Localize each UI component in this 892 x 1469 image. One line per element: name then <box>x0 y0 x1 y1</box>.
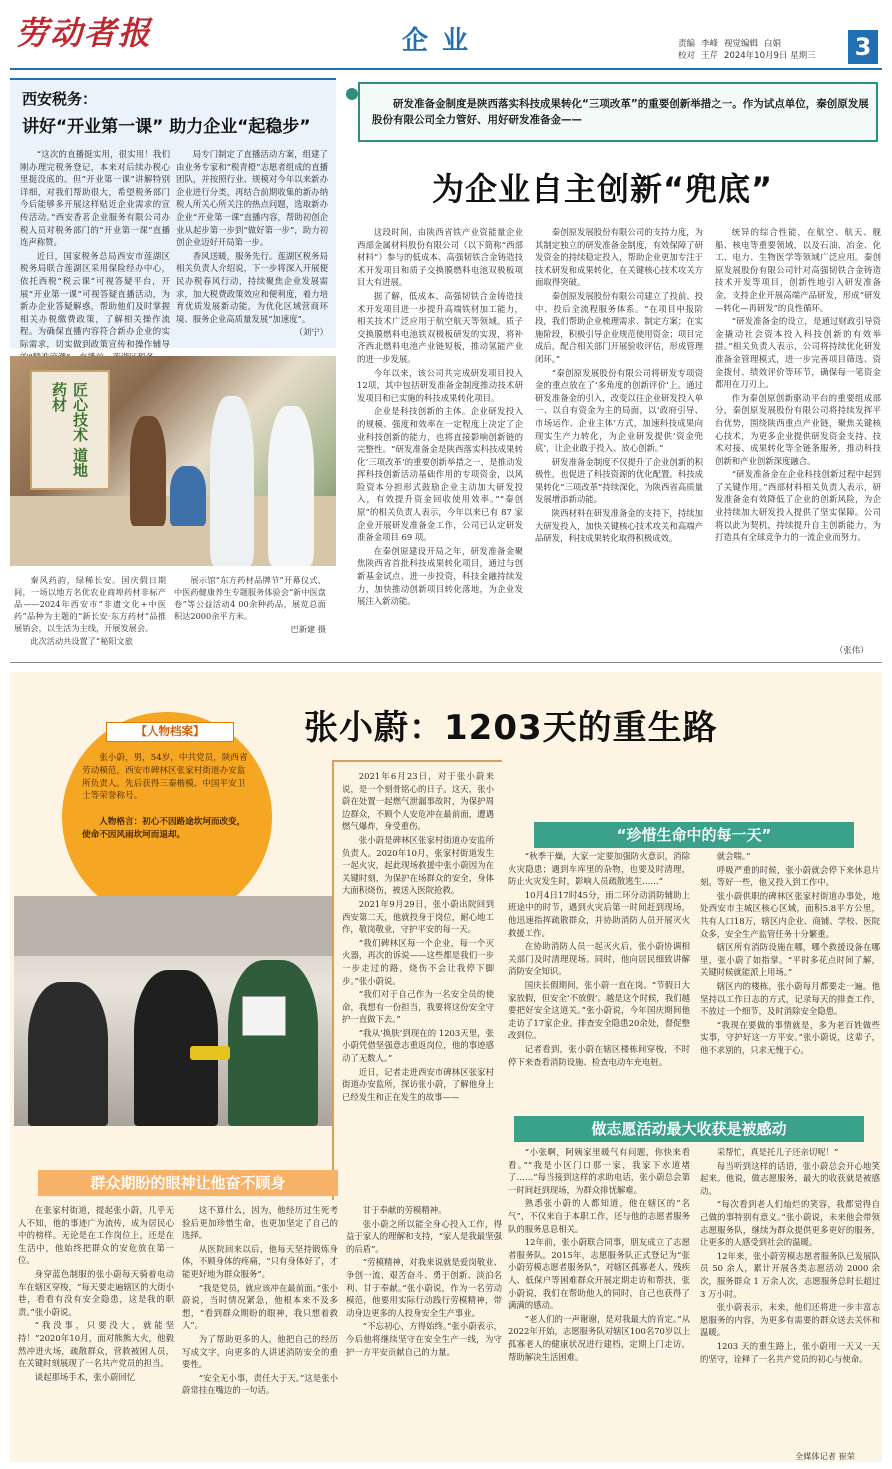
paragraph: 作为秦创原创新驱动平台的重要组成部分，秦创原发展股份有限公司将持续发挥平台优势，围绕陕西重点产业链，聚焦关键核心技术，为更多企业提供研发资金支持、技术对接、成果转化等全链条服务，推动科技创新和产业创新深度融合。 <box>715 392 881 466</box>
editor-label: 责编 <box>678 39 696 49</box>
paragraph: “劳模精神，对我来说就是爱岗敬业、争创一流、艰苦奋斗、勇于创新、淡泊名利、甘于奉献。”张小蔚说，作为一名劳动模范，他要用实际行动践行劳模精神，带动身边更多的人投身安全生产事业。 <box>346 1257 502 1318</box>
section3-column-2 <box>182 1204 338 1398</box>
paragraph: “小张啊，阿姨家里暖气有问题，你快来看看。”“我是小区门口那一家，我家下水道堵了……”每当接到这样的求助电话，张小蔚总会第一时间赶到现场，为群众排忧解难。 <box>508 1147 690 1195</box>
fund-article-column-1 <box>357 226 523 609</box>
profile-motto: 人物格言：初心不因路途坎坷而改变，使命不因风雨坎坷而退却。 <box>82 817 246 840</box>
paragraph: 国庆长假期间，张小蔚一直在岗。“节假日大家放假，但安全‘不放假’。越是这个时候，我们越要把好安全这道关。”张小蔚说，今年国庆期间他走访了17家企业，排查安全隐患20余处，督促整改到位。 <box>508 979 690 1041</box>
paragraph: “研发准备金在企业科技创新过程中起到了关键作用。”西部材料相关负责人表示，研发准备金有效降低了企业的创新风险，为企业持续加大研发投入提供了坚实保障。公司将以此为契机，持续提升自主创新能力，为打造具有全球竞争力的一流企业而努力。 <box>715 469 881 543</box>
profile-tag: 【人物档案】 <box>106 722 234 742</box>
section1-column-2 <box>700 850 880 1058</box>
section-name: 企业 <box>402 26 483 56</box>
profile-text: 张小蔚，男，54岁，中共党员，陕西省劳动模范，西安市碑林区张家村街道办安监所负责人。先后获得三秦楷模、中国平安卫士等荣誉称号。 <box>82 753 248 802</box>
fund-article-column-2 <box>535 226 703 546</box>
caption-text: 秦风药韵，绿稀长安。国庆假日期间，一场以地方名优农业商埠药材非标产品——2024年西安市“非遗文化+中医药”品种为主题的“新长安·东方药材”品推展销会，以生活为主线，开展发展会。 <box>14 575 166 633</box>
paragraph: “老人们的一声谢谢，是对我最大的肯定。”从2022年开始，志愿服务队对辖区100名70岁以上孤寡老人的健康状况进行建档，定期上门走访，帮助解决生活困难。 <box>508 1313 690 1362</box>
paragraph: 为了帮助更多的人，他把自己的经历写成文字，向更多的人讲述消防安全的重要性。 <box>182 1333 338 1370</box>
paragraph: 辖区内的楼栋，张小蔚每月都要走一遍。他坚持以工作日志的方式，记录每天的排查工作，不放过一个细节，及时消除安全隐患。 <box>700 980 880 1017</box>
paragraph: 陕西材料在研发准备金的支持下，持续加大研发投入，加快关键核心技术攻关和高端产品研发，科技成果转化取得积极成效。 <box>535 508 703 544</box>
caption-text: 此次活动共设置了“秘阳文旅 <box>30 636 133 646</box>
paragraph: 据了解，低成本、高强韧铁合金铸造技术开发项目进一步提升高端铁材加工能力，相关技术广泛应用于航空航天等领域。质子交换膜燃料电池铁双极板研发的实现，将补齐西北燃料电池产业链短板，推动氢能产业的进一步发展。 <box>357 290 523 364</box>
paragraph: 近日，记者走进西安市碑林区张家村街道办安监所，探访张小蔚，了解他身上已经发生和正在发生的故事—— <box>342 1066 494 1102</box>
page-number: 3 <box>848 30 878 64</box>
proof-label: 校对 <box>678 51 696 61</box>
paragraph: 采帮忙，真是托儿子还亲切呢！” <box>716 1147 839 1157</box>
visual-name: 白娟 <box>764 39 782 49</box>
fund-article-byline: （张伟） <box>835 645 869 655</box>
inspector-figure <box>28 982 108 1126</box>
paragraph: “我没事，只要没大，就能坚持！”2020年10月，面对熊熊大火，他毅然冲进火场，疏散群众，营救被困人员，在关键时刻展现了一名共产党员的担当。 <box>18 1320 174 1369</box>
paragraph: 近日，国家税务总局西安市莲湖区税务局联合莲湖区采用保险经办中心，依托西税“税云课”可视答疑平台，开展“开业第一课”可视答疑直播活动，为新办企业答疑解惑，帮助他们及时掌握相关办税缴费政策，了解相关操作流程。为确保直播内容符合新办企业的实际需求，切实做到政策宣传和操作辅导 <box>20 250 170 349</box>
banner-text: 匠心技术 道地药材 <box>50 382 89 478</box>
tax-article-headline: 讲好“开业第一课” 助力企业“起稳步” <box>22 117 311 137</box>
section3-column-3 <box>346 1204 502 1359</box>
paragraph: “研发准备金的设立，是通过财政引导资金撬动社会资本投入科技创新的有效举措。”相关负责人表示，公司将持续优化研发准备金管理模式，进一步完善项目筛选、资金拨付、绩效评价等环节，确保每一笔资金都用在刀刃上。 <box>715 316 881 390</box>
performer-figure <box>210 396 254 566</box>
gas-meter <box>242 996 286 1036</box>
paragraph: 1203 天的重生路上，张小蔚用一天又一天的坚守，诠释了一名共产党员的初心与使命。 <box>700 1340 880 1364</box>
paragraph: “不忘初心，方得始终。”张小蔚表示，今后他将继续坚守在安全生产一线，为守护一方平安贡献自己的力量。 <box>346 1321 502 1357</box>
paragraph: “这次的直播挺实用，很实用！我们刚办理完税务登记，本来对后续办税心里挺没底的。但“开业第一课”讲解特别详细，对我们帮助很大，希望税务部门今后能够多开展这样贴近企业需求的宣传活动。”西安香茗企业服务有限公司办税人员对税务部门的“开业第一课”直播连声称赞。 <box>20 149 170 248</box>
paragraph: “我是党员，就应该冲在最前面。”张小蔚说，当时情况紧急，他根本来不及多想，“看到群众期盼的眼神，我只想着救人”。 <box>182 1282 338 1331</box>
paragraph: 局专门制定了直播活动方案，组建了由业务专家和“税青橙”志愿者组成的直播团队，并按照行业、规模对今年以来新办企业进行分类，再结合前期收集的新办纳税人所关心所关注的热点问题，选取新办企业“开业第一课”直播内容，帮助初创企业从起步第一步到“做好第一步”，助力初创企业迈好开局第一步。 <box>176 149 328 248</box>
fund-article-headline: 为企业自主创新“兜底” <box>432 170 774 208</box>
masthead-rule <box>10 68 882 70</box>
section1-column-1 <box>508 850 690 1069</box>
tax-article-kicker: 西安税务： <box>22 90 98 108</box>
tax-article-column-1 <box>20 148 170 364</box>
paragraph: 就会喘。” <box>716 851 751 861</box>
paragraph: 甘于奉献的劳模精神。 <box>362 1205 447 1215</box>
edition-meta <box>678 38 822 62</box>
paragraph: 秦创原发展股份有限公司的支持力度，为其制定独立的研发准备金制度，有效保障了研发资金的持续稳定投入，帮助企业更加专注于技术研发和成果转化，在关键核心技术攻关方面取得突破。 <box>535 227 703 288</box>
wall-background <box>14 896 334 956</box>
paragraph: 在秦创原建设开局之年，研发准备金聚焦陕西省首批科技成果转化项目，通过与创新基金试点、进一步投资，科技金融持续发力，加快推动创新项目转化落地，为企业发展注入新动能。 <box>357 545 523 607</box>
paragraph: “秋季干燥，大家一定要加强防火意识，消除火灾隐患；遇到车库里的杂物，也要及时清理，防止火灾发生时，影响人员疏散逃生……” <box>508 851 690 887</box>
paragraph: 在张家村街道，提起张小蔚，几乎无人不知，他的事迹广为流传，成为居民心中的榜样。无论是在工作岗位上，还是在生活中，他始终把群众的安危放在第一位。 <box>18 1205 174 1266</box>
paragraph: “我们碑林区每一个企业，每一个灭火器，再次的诉说——这些都是我们一步一步走过的路，烧伤不会让我停下脚步。”张小蔚说。 <box>342 937 494 986</box>
feature-intro-column <box>342 770 494 1104</box>
lead-decoration <box>346 88 358 100</box>
editor-name: 李峰 <box>701 39 719 49</box>
visitor-figure <box>170 466 206 526</box>
paragraph: “我现在要做的事情就是，多为老百姓做些实事，守护好这一方平安。”张小蔚说，这辈子，他不求别的，只求无愧于心。 <box>700 1019 880 1055</box>
visual-label: 视觉编辑 <box>724 39 759 49</box>
paragraph: 秦创原发展股份有限公司建立了投前、投中、投后全流程服务体系。“在项目申报阶段，我们帮助企业梳理需求、制定方案；在实施阶段，积极引导企业规范使用资金；项目完成后，配合相关部门开展验收评估，形成管理闭环。” <box>535 290 703 364</box>
proof-name: 王芹 <box>701 51 719 61</box>
paragraph: 香风送暖，服务先行。莲湖区税务局相关负责人介绍说，下一步将深入开展便民办税春风行动，持续聚焦企业发展需求，加大税费政策效应和便利度，着力培育优质发展新动能，为优化区域营商环境、服务企业高质量发展“加速度”。 <box>176 250 328 324</box>
paragraph: 2021年6月23日，对于张小蔚来说，是一个刻骨铭心的日子。这天，张小蔚在处置一起燃气泄漏事故时，为保护周边群众，不顾个人安危冲在最前面，遭遇燃气爆炸，身受重伤。 <box>342 771 494 832</box>
photo-credit: 巴新建 摄 <box>290 624 326 634</box>
subhead-band-3: 群众期盼的眼神让他奋不顾身 <box>38 1170 338 1196</box>
paragraph: 张小蔚表示，未来，他们还将进一步丰富志愿服务的内容，为更多有需要的群众送去关怀和温暖。 <box>700 1302 880 1338</box>
paragraph: 企业是科技创新的主体。企业研发投入的规模、强度和效率在一定程度上决定了企业科技创新的能力，也将直接影响创新链的完整性。“研发准备金是陕西落实科技成果转化‘三项改革’的重要创新举措之一，是推动发挥科技创新活动基础作用的专项资金，以风险资本分担形式鼓励企业主动加大研发投入，有效提升资金回收使用效率。”“秦创原”的相关负责人表示，今年以来已有 87 家企业开展研发准备金工作，公司已认定研发准备金项目 69 项。 <box>357 406 523 543</box>
paragraph: “我从‘换肤’到现在的 1203天里，张小蔚凭借坚强意志重返岗位，他的事迹感动了无数人。” <box>342 1027 494 1064</box>
paragraph: 12年来，张小蔚劳模志愿者服务队已发展队员 50 余人，累计开展各类志愿活动 2000 余次，服务群众 1 万余人次，志愿服务总时长超过 3 万小时。 <box>700 1250 880 1299</box>
fund-article-column-3 <box>715 226 881 545</box>
section2-column-1 <box>508 1146 690 1364</box>
byline: （刘宁） <box>294 327 328 338</box>
paragraph: 身穿蓝色制服的张小蔚每天骑着电动车在辖区穿梭，“每天要走遍辖区的大街小巷，看看有没有安全隐患，这是我的职责。”张小蔚说。 <box>18 1268 174 1317</box>
paragraph: 统异的综合性能，在航空、航天、舰船、核电等重要领域，以及石油、冶金、化工、电力、生物医学等领域广泛应用。秦创原发展股份有限公司针对高强韧铁合金铸造技术开发等项目，创新性地引入研发准备金，支持企业开展高端产品研发，形成“研发—转化—再研发”的良性循环。 <box>715 227 881 313</box>
paragraph: “每次看到老人们灿烂的笑容，我都觉得自己做的事特别有意义。”张小蔚说，未来他会带领志愿服务队，继续为群众提供更多更好的服务，让更多的人感受到社会的温暖。 <box>700 1199 880 1248</box>
feature-headline: 张小蔚：1203天的重生路 <box>304 708 718 748</box>
tax-article-column-2 <box>176 148 328 340</box>
paragraph: 在协助消防人员一起灭火后，张小蔚协调相关部门及时清理现场。同时，他向居民细致讲解消防安全知识。 <box>508 941 690 977</box>
paragraph: 这不算什么，因为，他经历过生死考验后更加珍惜生命，也更加坚定了自己的选择。 <box>182 1205 338 1241</box>
section3-column-1 <box>18 1204 174 1384</box>
visitor-figure <box>130 416 166 526</box>
paragraph: “我们对于自己作为一名安全员的使命，我想有一份担当，我要将这份安全守护一直做下去。” <box>342 989 494 1025</box>
paragraph: 12年前，张小蔚联合同事，朋友成立了志愿者服务队。2015年，志愿服务队正式登记为“张小蔚劳模志愿者服务队”，对辖区孤寡老人、残疾人、低保户等困难群众开展定期走访和帮扶，张小蔚说，我们在帮助他人的同时，自己也获得了满满的感动。 <box>508 1237 690 1311</box>
paragraph: 今年以来，该公司共完成研发项目投入12项，其中包括研发准备金制度推动技术研发项目和已实施的科技成果转化项目。 <box>357 367 523 403</box>
paragraph: 这段时间，由陕西省铁产业资能量企业西部金属材料股份有限公司（以下简称“西部材料”）参与的低成本、高强韧铁合金铸造技术开发项目和质子交换膜燃料电池双极板项目大有进展。 <box>357 227 523 288</box>
performer-figure <box>268 406 314 566</box>
paragraph: 从医院回来以后，他每天坚持锻炼身体，不顾身体的疼痛，“只有身体好了，才能更好地为群众服务”。 <box>182 1243 338 1279</box>
caption-text: 展示馆“东方药材品牌节”开幕仪式、中医药健康养生专题服务体验会“新中医盘卷”等公益活动4 00余种药品，展览总面积达2000余平方米。 <box>174 575 326 621</box>
subhead-band-1: “珍惜生命中的每一天” <box>534 822 854 848</box>
section-divider <box>10 662 882 663</box>
issue-date: 2024年10月9日 星期三 <box>724 51 816 61</box>
paragraph: “安全无小事，责任大于天。”这是张小蔚常挂在嘴边的一句话。 <box>182 1372 338 1396</box>
photo-caption <box>14 574 334 648</box>
paragraph: 每当听到这样的话语，张小蔚总会开心地笑起来。他说，做志愿服务，最大的收获就是被感动。 <box>700 1160 880 1196</box>
inspection-photo <box>14 896 334 1126</box>
zhang-xiaowei-figure <box>228 960 318 1126</box>
exhibition-banner <box>30 370 110 490</box>
paragraph: 记者看到，张小蔚在辖区楼栋间穿梭，不时停下来查看消防设施、检查电动车充电桩。 <box>508 1043 690 1067</box>
paragraph: 张小蔚供职的碑林区张家村街道办事处，地处西安市主城区核心区域，面积5.8平方公里，共有人口18万，辖区内企业、商铺、学校、医院众多，安全生产监管任务十分繁重。 <box>700 890 880 939</box>
feature-byline: 全媒体记者 崔荣 <box>795 1451 855 1461</box>
paragraph: 张小蔚之所以能全身心投入工作，得益于家人的理解和支持，“家人是我最坚强的后盾”。 <box>346 1218 502 1254</box>
paragraph: 10月4日17时45分，雨二环分动消防辅助上班途中的时节，遇到火灾后第一时间赶到现场，他迅速指挥疏散群众，并协助消防人员开展灭火救援工作。 <box>508 889 690 938</box>
paragraph: 研发准备金制度不仅提升了企业创新的积极性，也促进了科技资源的优化配置。科技成果转化“三项改革”持续深化，为陕西省高质量发展增添新动能。 <box>535 456 703 505</box>
herbal-expo-photo <box>10 356 336 566</box>
paragraph: 辖区所有消防设施在哪，哪个救援设备在哪里，张小蔚了如指掌。“平时多花点时间了解，关键时候就能派上用场。” <box>700 942 880 978</box>
gas-detector <box>190 1046 230 1060</box>
paragraph: 张小蔚是碑林区张家村街道办安监所负责人。2020年10月，张家村街道发生一起火灾，起此现场救援中张小蔚因为在关键时刻，为保护在场群众的安全，身体大面积烧伤，被送入医院抢救。 <box>342 834 494 896</box>
subhead-band-2: 做志愿活动最大收获是被感动 <box>514 1116 864 1142</box>
paragraph: 2021年9月29日，张小蔚出院回到西安第二天，他就投身于岗位，耐心地工作，敬岗敬业，守护平安的每一天。 <box>342 898 494 935</box>
section2-column-2 <box>700 1146 880 1366</box>
fund-article-lead: 研发准备金制度是陕西落实科技成果转化“三项改革”的重要创新举措之一。作为试点单位，秦创原发展股份有限公司全力管好、用好研发准备金—— <box>372 98 869 126</box>
newspaper-logo: 劳动者报 <box>16 14 153 52</box>
paragraph: 熟悉张小蔚的人都知道，他在辖区的“名气”，不仅来自于本职工作，还与他的志愿者服务队的服务息息相关。 <box>508 1198 690 1234</box>
paragraph: 呼吸严重的时候，张小蔚就会停下来休息片刻。等好一些，他又投入到工作中。 <box>700 864 880 888</box>
paragraph: “秦创原发展股份有限公司将研发专项资金的重点放在了‘多角度的创新评价’上。通过研发准备金的引入，改变以往企业研发投入单一、以自有资金为主的局面，以‘政府引导、市场运作、企业主体’方式，加速科技成果向现实生产力转化，为企业研发提供‘资金兜底’，让企业敢于投入、放心创新。” <box>535 367 703 454</box>
paragraph: 谈起那场手术，张小蔚回忆 <box>34 1371 136 1382</box>
